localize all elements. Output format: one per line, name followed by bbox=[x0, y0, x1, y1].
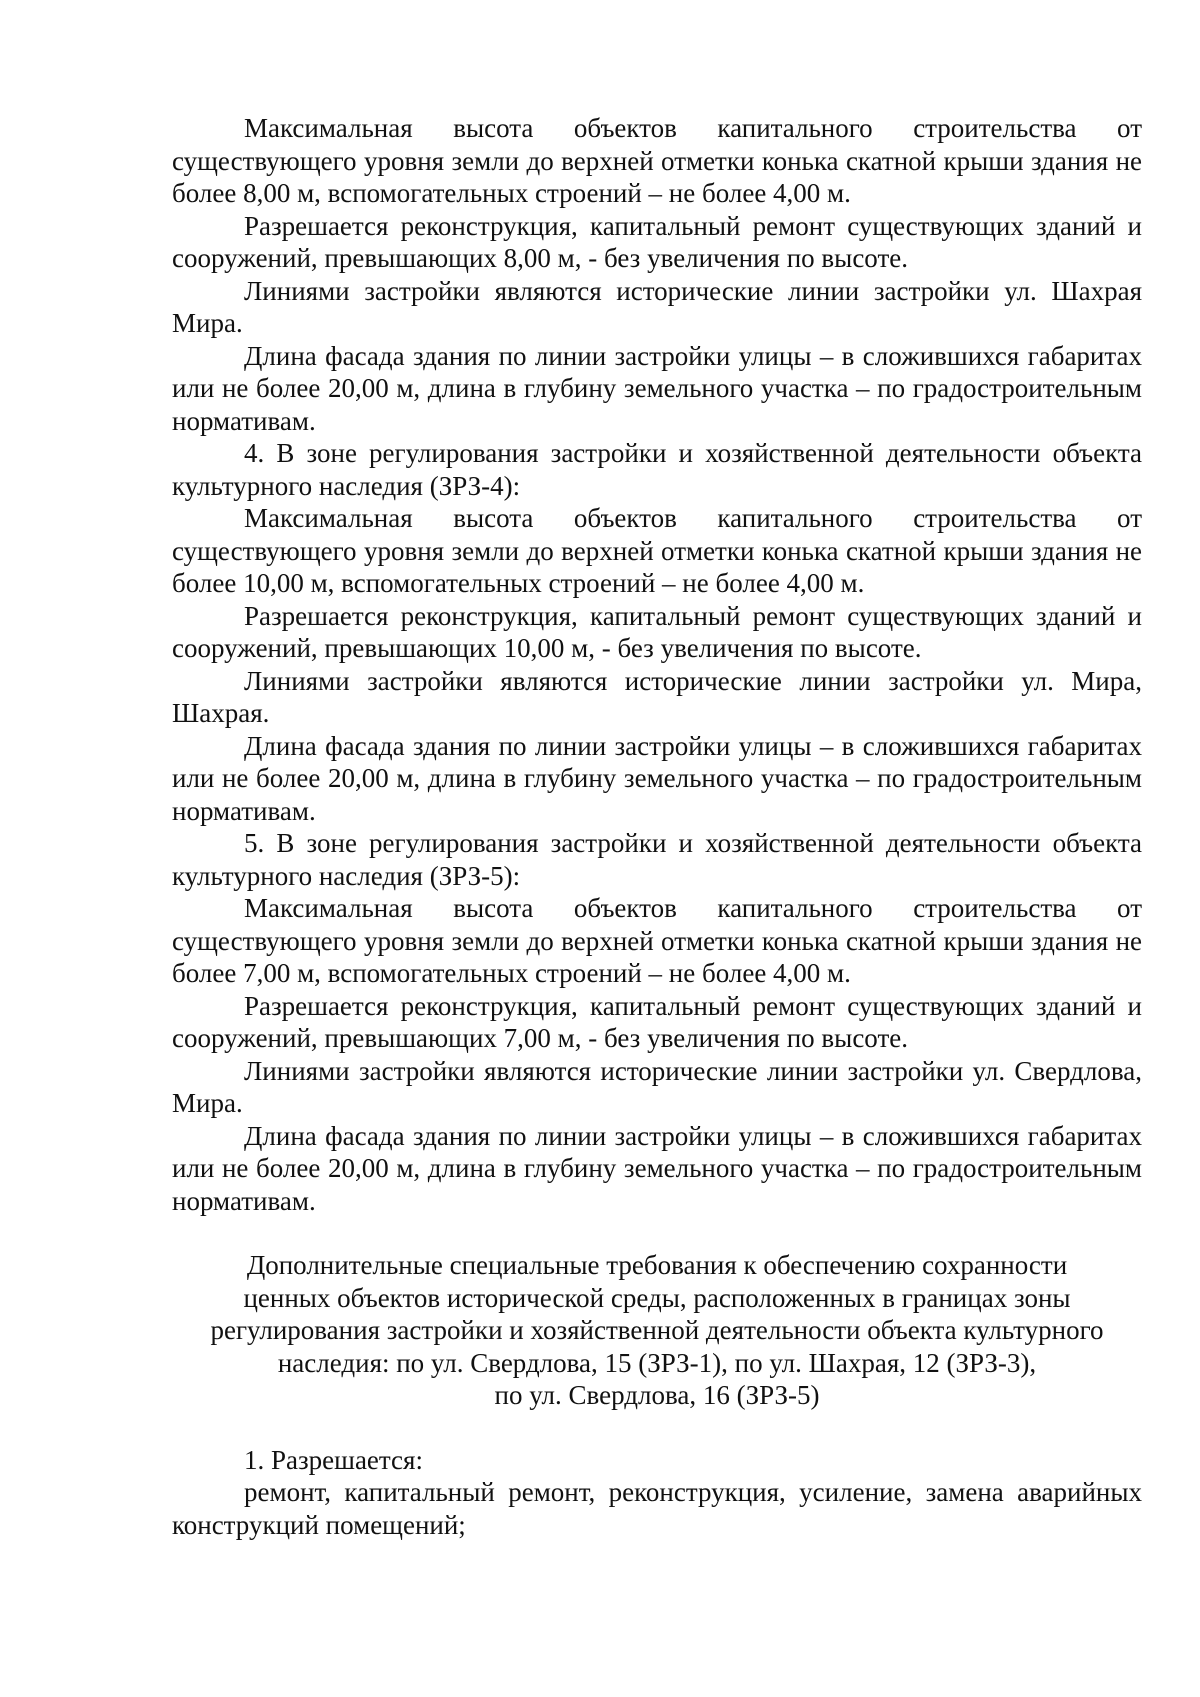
paragraph-reconstruction-8m: Разрешается реконструкция, капитальный ремонт существующих зданий и сооружений, превышающих 8,00 м, - без увеличения по высоте. bbox=[172, 210, 1142, 273]
paragraph-facade-length-1: Длина фасада здания по линии застройки улицы – в сложившихся габаритах или не более 20,00 м, длина в глубину земельного участка – по градостроительным нормативам. bbox=[172, 340, 1142, 436]
paragraph-reconstruction-7m: Разрешается реконструкция, капитальный ремонт существующих зданий и сооружений, превышающих 7,00 м, - без увеличения по высоте. bbox=[172, 990, 1142, 1053]
section-heading-line: наследия: по ул. Свердлова, 15 (ЗРЗ-1), по ул. Шахрая, 12 (ЗРЗ-3), bbox=[277, 1347, 1037, 1378]
section-heading-line: регулирования застройки и хозяйственной деятельности объекта культурного bbox=[210, 1315, 1104, 1345]
section-heading-line: ценных объектов исторической среды, расположенных в границах зоны bbox=[243, 1282, 1071, 1313]
paragraph-building-lines-mira-shakhraya: Линиями застройки являются исторические линии застройки ул. Мира, Шахрая. bbox=[172, 665, 1142, 728]
spacer bbox=[172, 1217, 1142, 1249]
section-heading-line: по ул. Свердлова, 16 (ЗРЗ-5) bbox=[494, 1380, 820, 1410]
paragraph-reconstruction-10m: Разрешается реконструкция, капитальный ремонт существующих зданий и сооружений, превышающих 10,00 м, - без увеличения по высоте. bbox=[172, 600, 1142, 663]
section-heading bbox=[172, 1249, 1142, 1412]
paragraph-max-height-10m: Максимальная высота объектов капитального строительства от существующего уровня земли до верхней отметки конька скатной крыши здания не более 10,00 м, вспомогательных строений – не более 4,00 м. bbox=[172, 503, 1142, 598]
spacer bbox=[172, 1412, 1142, 1444]
paragraph-facade-length-3: Длина фасада здания по линии застройки улицы – в сложившихся габаритах или не более 20,00 м, длина в глубину земельного участка – по градостроительным нормативам. bbox=[172, 1120, 1142, 1216]
paragraph-max-height-7m: Максимальная высота объектов капитального строительства от существующего уровня земли до верхней отметки конька скатной крыши здания не более 7,00 м, вспомогательных строений – не более 4,00 м. bbox=[172, 893, 1142, 988]
paragraph-zone-zrz-4: 4. В зоне регулирования застройки и хозяйственной деятельности объекта культурного наследия (ЗРЗ-4): bbox=[172, 438, 1142, 501]
section-heading-line: Дополнительные специальные требования к обеспечению сохранности bbox=[246, 1250, 1068, 1280]
paragraph-building-lines-sverdlova-mira: Линиями застройки являются исторические линии застройки ул. Свердлова, Мира. bbox=[172, 1055, 1142, 1118]
paragraph-building-lines-shakhraya-mira: Линиями застройки являются исторические линии застройки ул. Шахрая Мира. bbox=[172, 275, 1142, 338]
document-page bbox=[172, 112, 1142, 1541]
paragraph-max-height-8m: Максимальная высота объектов капитального строительства от существующего уровня земли до верхней отметки конька скатной крыши здания не более 8,00 м, вспомогательных строений – не более 4,00 м. bbox=[172, 113, 1142, 208]
paragraph-permitted-repair: ремонт, капитальный ремонт, реконструкция, усиление, замена аварийных конструкций помещений; bbox=[172, 1477, 1142, 1540]
paragraph-permitted-heading: 1. Разрешается: bbox=[244, 1444, 423, 1475]
paragraph-facade-length-2: Длина фасада здания по линии застройки улицы – в сложившихся габаритах или не более 20,00 м, длина в глубину земельного участка – по градостроительным нормативам. bbox=[172, 730, 1142, 826]
paragraph-zone-zrz-5: 5. В зоне регулирования застройки и хозяйственной деятельности объекта культурного наследия (ЗРЗ-5): bbox=[172, 828, 1142, 891]
